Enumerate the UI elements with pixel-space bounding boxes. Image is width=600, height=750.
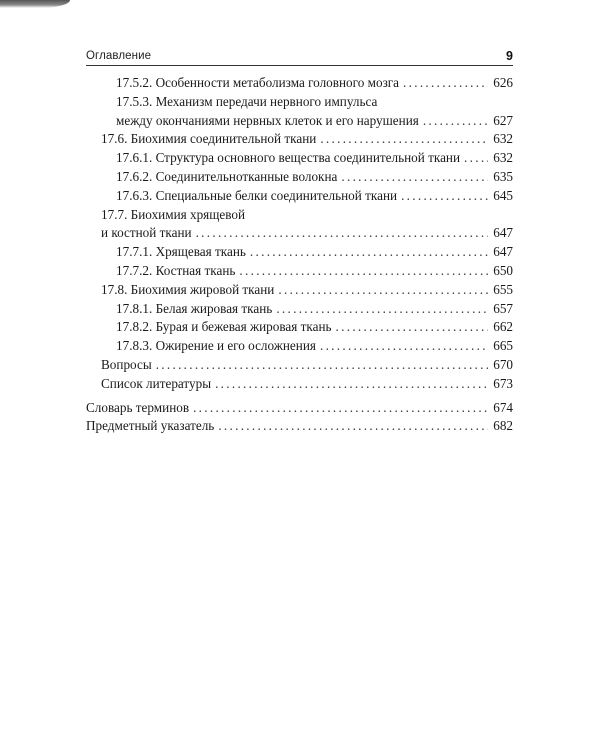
running-head-page-number: 9 — [506, 49, 513, 63]
running-head — [86, 50, 513, 64]
toc-entry-title: Предметный указатель — [86, 418, 215, 434]
toc-dot-leader — [196, 224, 488, 243]
toc-entry-line — [101, 206, 513, 225]
toc-entry-title: 17.6.3. Специальные белки соединительной ткани — [116, 187, 398, 203]
toc-entry-line — [116, 74, 513, 93]
toc-entry-title: 17.8.1. Белая жировая ткань — [116, 300, 273, 316]
toc-entry-line — [101, 281, 513, 300]
toc-dot-leader — [341, 168, 488, 187]
toc-entry[interactable] — [86, 74, 513, 93]
toc-page-number: 650 — [493, 262, 513, 278]
toc-entry-title: между окончаниями нервных клеток и его нарушения — [116, 112, 419, 128]
toc-page-number: 645 — [493, 187, 513, 203]
toc-entry-continuation-line — [116, 112, 513, 131]
toc-dot-leader — [403, 74, 488, 93]
toc-entry-line — [116, 262, 513, 281]
table-of-contents — [86, 74, 513, 436]
toc-entry[interactable] — [86, 356, 513, 375]
toc-dot-leader — [320, 130, 488, 149]
toc-entry-continuation-line — [101, 224, 513, 243]
toc-entry-title: 17.6.2. Соединительнотканные волокна — [116, 168, 338, 184]
toc-entry-title: и костной ткани — [101, 225, 192, 241]
toc-dot-leader — [336, 318, 488, 337]
toc-entry[interactable] — [86, 149, 513, 168]
toc-page-number: 682 — [493, 418, 513, 434]
toc-entry-title: Вопросы — [101, 356, 152, 372]
toc-entry-line — [116, 168, 513, 187]
toc-entry[interactable] — [86, 281, 513, 300]
toc-page-number: 647 — [493, 244, 513, 260]
toc-entry-title: 17.8. Биохимия жировой ткани — [101, 281, 275, 297]
toc-entry[interactable] — [86, 187, 513, 206]
toc-dot-leader — [401, 187, 488, 206]
toc-entry-title: 17.8.2. Бурая и бежевая жировая ткань — [116, 319, 332, 335]
toc-page-number: 647 — [493, 225, 513, 241]
toc-entry[interactable] — [86, 300, 513, 319]
toc-page-number: 674 — [493, 399, 513, 415]
toc-dot-leader — [423, 112, 488, 131]
toc-page-number: 635 — [493, 168, 513, 184]
toc-page-number: 662 — [493, 319, 513, 335]
toc-entry[interactable] — [86, 206, 513, 244]
toc-entry[interactable] — [86, 130, 513, 149]
toc-entry-title: 17.6. Биохимия соединительной ткани — [101, 131, 317, 147]
toc-entry-title: 17.5.2. Особенности метаболизма головного мозга — [116, 75, 400, 90]
toc-page-number: 632 — [493, 150, 513, 166]
toc-entry[interactable] — [86, 399, 513, 418]
toc-entry-line — [101, 375, 513, 394]
toc-entry-title: 17.6.1. Структура основного вещества соединительной ткани — [116, 150, 461, 166]
toc-page-number: 670 — [493, 356, 513, 372]
toc-entry-title: Словарь терминов — [86, 399, 190, 415]
toc-dot-leader — [239, 262, 488, 281]
toc-entry-line — [86, 399, 513, 418]
toc-entry-title: 17.8.3. Ожирение и его осложнения — [116, 338, 316, 354]
scan-corner-mark — [0, 0, 70, 8]
toc-page-number: 673 — [493, 375, 513, 391]
toc-dot-leader — [250, 243, 488, 262]
toc-dot-leader — [276, 300, 488, 319]
toc-page-number: 657 — [493, 300, 513, 316]
toc-page-number: 655 — [493, 281, 513, 297]
toc-dot-leader — [464, 149, 488, 168]
toc-entry-line — [101, 130, 513, 149]
toc-entry-line — [116, 337, 513, 356]
toc-entry[interactable] — [86, 93, 513, 131]
running-head-title: Оглавление — [86, 50, 152, 62]
toc-page-number: 627 — [493, 112, 513, 128]
toc-entry-line — [116, 318, 513, 337]
toc-entry[interactable] — [86, 337, 513, 356]
toc-entry-line — [116, 93, 513, 112]
toc-entry-line — [116, 187, 513, 206]
running-head-rule — [86, 65, 513, 66]
toc-entry[interactable] — [86, 417, 513, 436]
toc-entry[interactable] — [86, 318, 513, 337]
toc-page-number: 632 — [493, 131, 513, 147]
toc-entry-title: 17.7. Биохимия хрящевой — [101, 206, 246, 222]
toc-entry[interactable] — [86, 375, 513, 394]
toc-dot-leader — [278, 281, 488, 300]
toc-entry-line — [116, 243, 513, 262]
toc-page-number: 665 — [493, 338, 513, 354]
toc-entry-title: 17.5.3. Механизм передачи нервного импульса — [116, 93, 378, 109]
toc-dot-leader — [215, 375, 488, 394]
toc-dot-leader — [193, 399, 488, 418]
toc-entry-line — [101, 356, 513, 375]
toc-entry-line — [86, 417, 513, 436]
toc-entry-line — [116, 300, 513, 319]
toc-entry-line — [116, 149, 513, 168]
toc-dot-leader — [320, 337, 488, 356]
toc-entry[interactable] — [86, 243, 513, 262]
toc-page-number: 626 — [493, 75, 513, 90]
toc-entry[interactable] — [86, 168, 513, 187]
toc-dot-leader — [156, 356, 488, 375]
toc-entry-title: 17.7.2. Костная ткань — [116, 262, 236, 278]
toc-entry-title: Список литературы — [101, 375, 212, 391]
toc-entry-title: 17.7.1. Хрящевая ткань — [116, 244, 246, 260]
toc-dot-leader — [218, 417, 488, 436]
toc-entry[interactable] — [86, 262, 513, 281]
